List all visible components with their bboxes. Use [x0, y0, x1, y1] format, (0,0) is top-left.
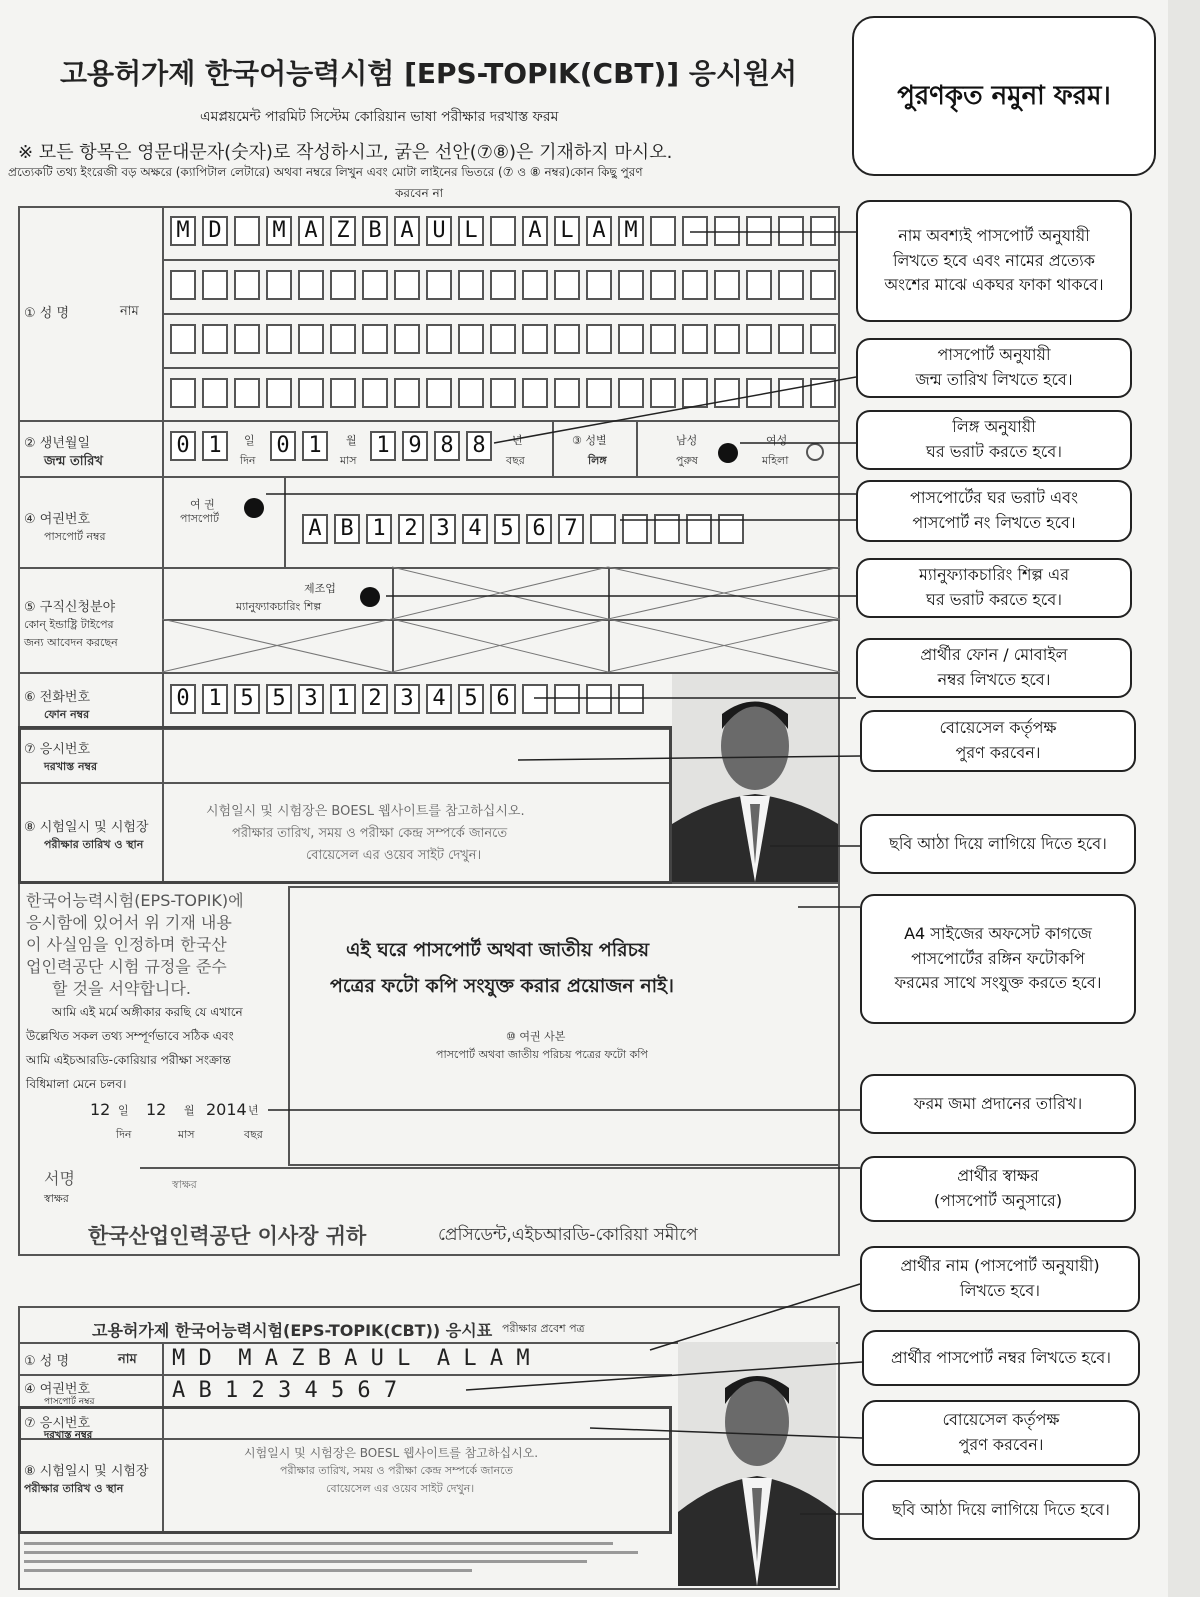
admit-name-label-korean: ① 성 명: [24, 1354, 70, 1369]
signature-label-korean: 서명: [44, 1169, 75, 1188]
char-box[interactable]: [714, 378, 740, 408]
callout-submission-date: ফরম জমা প্রদানের তারিখ।: [860, 1074, 1136, 1134]
name-grid-row-3[interactable]: [170, 324, 836, 354]
char-box[interactable]: 2: [362, 684, 388, 714]
callout-name: নাম অবশ্যই পাসপোর্ট অনুযায়ী লিখতে হবে এবং নামের প্রত্যেক অংশের মাঝে একঘর ফাকা থাকবে।: [856, 200, 1132, 322]
char-box[interactable]: [746, 378, 772, 408]
submission-day[interactable]: 12: [90, 1100, 111, 1119]
char-box[interactable]: 1: [370, 431, 396, 461]
callout-admit-photo: ছবি আঠা দিয়ে লাগিয়ে দিতে হবে।: [862, 1480, 1140, 1540]
dob-month-grid[interactable]: [270, 431, 328, 461]
passport-label-bengali: পাসপোর্ট নম্বর: [44, 530, 106, 543]
char-box[interactable]: [746, 324, 772, 354]
char-box[interactable]: [682, 324, 708, 354]
passport-number-grid[interactable]: [302, 514, 744, 544]
char-box[interactable]: 0: [170, 431, 196, 461]
char-box[interactable]: [622, 514, 648, 544]
dob-label-bengali: জন্ম তারিখ: [44, 454, 103, 469]
instruction-bengali-1: প্রত্যেকটি তথ্য ইংরেজী বড় অক্ষরে (ক্যাপিটাল লেটারে) অথবা নম্বরে লিখুন এবং মোটা লাইনের ভিতরে (⑦ ও ⑧ নম্বর)কোন কিছু পুরণ: [8, 165, 643, 179]
char-box[interactable]: [426, 324, 452, 354]
char-box[interactable]: 7: [558, 514, 584, 544]
exam-note-korean: 시험일시 및 시험장은 BOESL 웹사이트를 참고하십시오.: [206, 804, 525, 819]
callout-office-use: বোয়েসেল কর্তৃপক্ষ পুরণ করবেন।: [860, 710, 1136, 772]
applicant-photo: [672, 674, 838, 882]
char-box[interactable]: [202, 378, 228, 408]
char-box[interactable]: [362, 324, 388, 354]
char-box[interactable]: [810, 324, 836, 354]
char-box[interactable]: [362, 378, 388, 408]
char-box[interactable]: 8: [434, 431, 460, 461]
admit-application-label-korean: ⑦ 응시번호: [24, 1416, 91, 1431]
char-box[interactable]: [650, 216, 676, 246]
char-box[interactable]: B: [334, 514, 360, 544]
char-box[interactable]: 9: [402, 431, 428, 461]
instruction-korean: ※ 모든 항목은 영문대문자(숫자)로 작성하시고, 굵은 선안(⑦⑧)은 기재하지 마시오.: [18, 142, 673, 163]
char-box[interactable]: [682, 378, 708, 408]
admit-passport-label-bengali: পাসপোর্ট নম্বর: [44, 1397, 95, 1407]
char-box[interactable]: [778, 216, 804, 246]
name-label-korean: ① 성 명: [24, 306, 70, 321]
char-box[interactable]: A: [586, 216, 612, 246]
callout-gender: লিঙ্গ অনুযায়ী ঘর ভরাট করতে হবে।: [856, 410, 1132, 470]
char-box[interactable]: [554, 684, 580, 714]
admit-title-korean: 고용허가제 한국어능력시험(EPS-TOPIK(CBT)) 응시표: [92, 1321, 493, 1340]
char-box[interactable]: [234, 378, 260, 408]
callout-admit-name: প্রার্থীর নাম (পাসপোর্ট অনুযায়ী) লিখতে হবে।: [860, 1246, 1140, 1312]
char-box[interactable]: [426, 270, 452, 300]
char-box[interactable]: 6: [526, 514, 552, 544]
char-box[interactable]: 3: [394, 684, 420, 714]
passport-copy-box: [288, 886, 840, 1166]
char-box[interactable]: 0: [170, 684, 196, 714]
char-box[interactable]: [650, 324, 676, 354]
job-label-korean: ⑤ 구직신청분야: [24, 600, 116, 615]
char-box[interactable]: 8: [466, 431, 492, 461]
char-box[interactable]: 3: [430, 514, 456, 544]
char-box[interactable]: [586, 378, 612, 408]
gender-label-bengali: লিঙ্গ: [588, 454, 607, 467]
callout-dob: পাসপোর্ট অনুযায়ী জন্ম তারিখ লিখতে হবে।: [856, 338, 1132, 398]
char-box[interactable]: [778, 378, 804, 408]
pledge-korean: 한국어능력시험(EPS-TOPIK)에 응시함에 있어서 위 기재 내용 이 사실임을 인정하며 한국산 업인력공단 시험 규정을 준수 할 것을 서약합니다.: [26, 891, 244, 998]
char-box[interactable]: [458, 270, 484, 300]
passport-type-radio-filled[interactable]: [244, 498, 264, 518]
char-box[interactable]: [234, 270, 260, 300]
name-label-bengali: নাম: [120, 304, 139, 319]
char-box[interactable]: [298, 378, 324, 408]
callout-passport: পাসপোর্টের ঘর ভরাট এবং পাসপোর্ট নং লিখতে হবে।: [856, 480, 1132, 542]
char-box[interactable]: [618, 684, 644, 714]
char-box[interactable]: M: [170, 216, 196, 246]
submission-year[interactable]: 2014: [206, 1100, 247, 1119]
addressee-bengali: প্রেসিডেন্ট,এইচআরডি-কোরিয়া সমীপে: [438, 1225, 698, 1245]
char-box[interactable]: [650, 270, 676, 300]
char-box[interactable]: [266, 324, 292, 354]
pledge-bengali: আমি এই মর্মে অঙ্গীকার করছি যে এখানে উল্লেখিত সকল তথ্য সম্পূর্ণভাবে সঠিক এবং আমি এইচআরডি-কোরিয়ার পরীক্ষা সংক্রান্ত বিধিমালা মেনে চলব।: [26, 1005, 243, 1091]
dob-day-grid[interactable]: [170, 431, 228, 461]
char-box[interactable]: [810, 378, 836, 408]
passport-copy-label-bengali: পাসপোর্ট অথবা জাতীয় পরিচয় পত্রের ফটো কপি: [436, 1048, 648, 1061]
job-option-bengali: ম্যানুফ্যাকচারিং শিল্প: [236, 600, 322, 613]
submission-month[interactable]: 12: [146, 1100, 167, 1119]
char-box[interactable]: [202, 324, 228, 354]
admit-exam-note-bengali-2: বোয়েসেল এর ওয়েব সাইট দেখুন।: [326, 1482, 475, 1495]
char-box[interactable]: 5: [494, 514, 520, 544]
char-box[interactable]: [458, 378, 484, 408]
dob-label-korean: ② 생년월일: [24, 436, 91, 451]
phone-label-bengali: ফোন নম্বর: [44, 708, 90, 721]
char-box[interactable]: L: [554, 216, 580, 246]
char-box[interactable]: [522, 270, 548, 300]
page-edge: [1168, 0, 1200, 1597]
char-box[interactable]: [778, 324, 804, 354]
char-box[interactable]: [590, 514, 616, 544]
char-box[interactable]: [554, 270, 580, 300]
admit-title-bengali: পরীক্ষার প্রবেশ পত্র: [502, 1322, 585, 1335]
char-box[interactable]: [202, 270, 228, 300]
char-box[interactable]: U: [426, 216, 452, 246]
char-box[interactable]: [718, 514, 744, 544]
exam-label-korean: ⑧ 시험일시 및 시험장: [24, 820, 149, 835]
char-box[interactable]: 4: [426, 684, 452, 714]
admit-passport-value[interactable]: A B 1 2 3 4 5 6 7: [172, 1378, 398, 1403]
admit-name-value[interactable]: M D M A Z B A U L A L A M: [172, 1346, 530, 1371]
dob-year-grid[interactable]: [370, 431, 492, 461]
admit-exam-note-bengali-1: পরীক্ষার তারিখ, সময় ও পরীক্ষা কেন্দ্র সম্পর্কে জানতে: [280, 1464, 513, 1477]
instruction-bengali-2: করবেন না: [395, 186, 444, 200]
char-box[interactable]: [170, 270, 196, 300]
char-box[interactable]: [298, 324, 324, 354]
char-box[interactable]: 5: [458, 684, 484, 714]
phone-number-grid[interactable]: [170, 684, 644, 714]
passport-copy-label-korean: ⑩ 여권 사본: [506, 1030, 566, 1043]
char-box[interactable]: [522, 324, 548, 354]
form-title-korean: 고용허가제 한국어능력시험 [EPS-TOPIK(CBT)] 응시원서: [60, 57, 798, 90]
char-box[interactable]: [618, 324, 644, 354]
char-box[interactable]: A: [302, 514, 328, 544]
char-box[interactable]: [686, 514, 712, 544]
char-box[interactable]: [682, 216, 708, 246]
addressee-korean: 한국산업인력공단 이사장 귀하: [88, 1224, 367, 1248]
char-box[interactable]: [394, 378, 420, 408]
char-box[interactable]: Z: [330, 216, 356, 246]
phone-label-korean: ⑥ 전화번호: [24, 690, 91, 705]
char-box[interactable]: [234, 324, 260, 354]
char-box[interactable]: 5: [234, 684, 260, 714]
char-box[interactable]: [746, 216, 772, 246]
sample-form-badge: পুরণকৃত নমুনা ফরম।: [852, 16, 1156, 176]
job-option-korean: 제조업: [304, 582, 336, 595]
char-box[interactable]: [522, 378, 548, 408]
admit-passport-label-korean: ④ 여권번호: [24, 1382, 91, 1397]
char-box[interactable]: [490, 216, 516, 246]
admit-application-label-bengali: দরখাস্ত নম্বর: [44, 1430, 93, 1441]
char-box[interactable]: [458, 324, 484, 354]
form-title-bengali: এমপ্লয়মেন্ট পারমিট সিস্টেম কোরিয়ান ভাষা পরীক্ষার দরখাস্ত ফরম: [200, 109, 559, 125]
char-box[interactable]: [554, 378, 580, 408]
name-grid-row-2[interactable]: [170, 270, 836, 300]
char-box[interactable]: M: [266, 216, 292, 246]
application-label-korean: ⑦ 응시번호: [24, 742, 91, 757]
char-box[interactable]: [714, 324, 740, 354]
char-box[interactable]: [778, 270, 804, 300]
char-box[interactable]: [394, 324, 420, 354]
char-box[interactable]: [394, 270, 420, 300]
char-box[interactable]: 1: [366, 514, 392, 544]
char-box[interactable]: 3: [298, 684, 324, 714]
char-box[interactable]: 5: [266, 684, 292, 714]
exam-label-bengali: পরীক্ষার তারিখ ও স্থান: [44, 838, 144, 851]
char-box[interactable]: 1: [202, 684, 228, 714]
callout-phone: প্রার্থীর ফোন / মোবাইল নম্বর লিখতে হবে।: [856, 638, 1132, 698]
char-box[interactable]: [330, 324, 356, 354]
char-box[interactable]: [618, 270, 644, 300]
char-box[interactable]: A: [298, 216, 324, 246]
callout-job: ম্যানুফ্যাকচারিং শিল্প এর ঘর ভরাট করতে হবে।: [856, 558, 1132, 618]
char-box[interactable]: [490, 378, 516, 408]
char-box[interactable]: [490, 270, 516, 300]
name-grid-row-4[interactable]: [170, 378, 836, 408]
char-box[interactable]: 4: [462, 514, 488, 544]
char-box[interactable]: [234, 216, 260, 246]
char-box[interactable]: 1: [202, 431, 228, 461]
char-box[interactable]: [266, 378, 292, 408]
char-box[interactable]: [362, 270, 388, 300]
admit-fine-print: [24, 1536, 664, 1586]
char-box[interactable]: [330, 270, 356, 300]
char-box[interactable]: [810, 270, 836, 300]
gender-label-korean: ③ 성별: [572, 434, 607, 447]
char-box[interactable]: 6: [490, 684, 516, 714]
char-box[interactable]: [714, 216, 740, 246]
char-box[interactable]: [266, 270, 292, 300]
admit-exam-label-korean: ⑧ 시험일시 및 시험장: [24, 1464, 149, 1479]
char-box[interactable]: 0: [270, 431, 296, 461]
char-box[interactable]: [522, 684, 548, 714]
char-box[interactable]: [490, 324, 516, 354]
callout-admit-office-use: বোয়েসেল কর্তৃপক্ষ পুরণ করবেন।: [862, 1400, 1140, 1466]
char-box[interactable]: L: [458, 216, 484, 246]
char-box[interactable]: [586, 684, 612, 714]
char-box[interactable]: [746, 270, 772, 300]
admit-name-label-bengali: নাম: [118, 1352, 137, 1367]
char-box[interactable]: 1: [302, 431, 328, 461]
char-box[interactable]: [618, 378, 644, 408]
callout-signature: প্রার্থীর স্বাক্ষর (পাসপোর্ট অনুসারে): [860, 1156, 1136, 1222]
char-box[interactable]: [170, 378, 196, 408]
char-box[interactable]: [170, 324, 196, 354]
char-box[interactable]: [426, 378, 452, 408]
char-box[interactable]: [298, 270, 324, 300]
char-box[interactable]: [810, 216, 836, 246]
job-manufacturing-radio-filled[interactable]: [360, 587, 380, 607]
name-grid-row-1[interactable]: [170, 216, 836, 246]
callout-admit-passport: প্রার্থীর পাসপোর্ট নম্বর লিখতে হবে।: [862, 1330, 1140, 1386]
char-box[interactable]: [554, 324, 580, 354]
gender-female-radio-empty[interactable]: [806, 443, 824, 461]
gender-male-radio-filled[interactable]: [718, 443, 738, 463]
admit-applicant-photo: [678, 1342, 836, 1586]
application-label-bengali: দরখাস্ত নম্বর: [44, 760, 98, 773]
admit-exam-label-bengali: পরীক্ষার তারিখ ও স্থান: [24, 1482, 124, 1495]
char-box[interactable]: [714, 270, 740, 300]
signature-label-bengali: স্বাক্ষর: [44, 1192, 69, 1205]
callout-passport-copy: A4 সাইজের অফসেট কাগজে পাসপোর্টের রঙ্গিন ফটোকপি ফরমের সাথে সংযুক্ত করতে হবে।: [860, 894, 1136, 1024]
callout-photo: ছবি আঠা দিয়ে লাগিয়ে দিতে হবে।: [860, 814, 1136, 874]
char-box[interactable]: [586, 270, 612, 300]
exam-note-bengali-1: পরীক্ষার তারিখ, সময় ও পরীক্ষা কেন্দ্র সম্পর্কে জানতে: [232, 826, 508, 841]
char-box[interactable]: 2: [398, 514, 424, 544]
char-box[interactable]: 1: [330, 684, 356, 714]
passport-copy-note-2: পত্রের ফটো কপি সংযুক্ত করার প্রয়োজন নাই।: [330, 975, 674, 997]
exam-note-bengali-2: বোয়েসেল এর ওয়েব সাইট দেখুন।: [306, 848, 482, 863]
char-box[interactable]: A: [522, 216, 548, 246]
char-box[interactable]: D: [202, 216, 228, 246]
char-box[interactable]: [330, 378, 356, 408]
char-box[interactable]: M: [618, 216, 644, 246]
passport-copy-note-1: এই ঘরে পাসপোর্ট অথবা জাতীয় পরিচয়: [346, 939, 650, 961]
char-box[interactable]: [682, 270, 708, 300]
char-box[interactable]: A: [394, 216, 420, 246]
char-box[interactable]: [654, 514, 680, 544]
passport-label-korean: ④ 여권번호: [24, 512, 91, 527]
char-box[interactable]: [650, 378, 676, 408]
admit-exam-note-korean: 시험일시 및 시험장은 BOESL 웹사이트를 참고하십시오.: [244, 1446, 539, 1460]
char-box[interactable]: [586, 324, 612, 354]
char-box[interactable]: B: [362, 216, 388, 246]
